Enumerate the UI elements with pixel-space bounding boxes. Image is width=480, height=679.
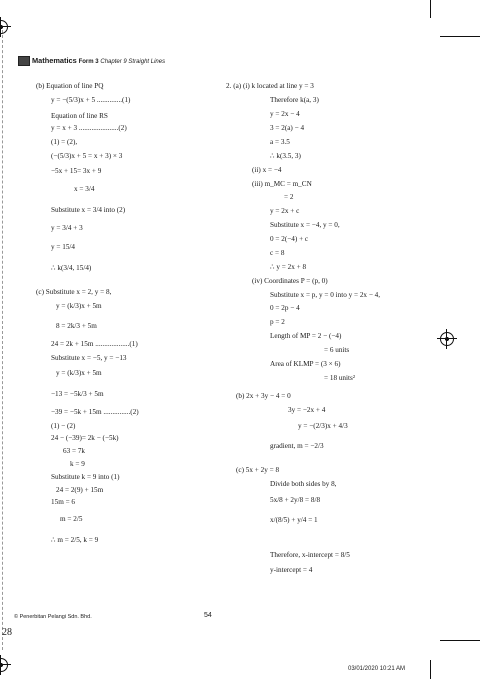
- solution-line: Therefore, x-intercept = 8/5: [270, 551, 350, 559]
- solution-line: = 2: [284, 193, 294, 201]
- solution-line: 3y = −2x + 4: [288, 406, 326, 414]
- print-timestamp: 03/01/2020 10:21 AM: [348, 666, 406, 672]
- solution-line: Substitute x = p, y = 0 into y = 2x − 4,: [270, 291, 381, 299]
- solution-line: (b) 2x + 3y − 4 = 0: [236, 392, 291, 400]
- solution-line: Length of MP = 2 − (−4): [270, 332, 342, 340]
- solution-line: a = 3.5: [270, 138, 290, 146]
- solution-line: Substitute x = 3/4 into (2): [51, 206, 126, 214]
- registration-mark-icon: [0, 20, 8, 34]
- solution-line: 24 = 2(9) + 15m: [56, 486, 104, 494]
- solution-line: gradient, m = −2/3: [270, 442, 324, 450]
- binding-margin-line: [2, 30, 3, 650]
- crop-mark: [440, 36, 480, 37]
- crop-mark: [430, 660, 431, 679]
- solution-line: ∴ k(3.5, 3): [270, 152, 301, 160]
- solution-line: Therefore k(a, 3): [270, 96, 319, 104]
- header-form: Form 3: [78, 59, 99, 65]
- solution-line: y = −(2/3)x + 4/3: [298, 422, 348, 430]
- solution-line: 0 = 2(−4) + c: [270, 235, 309, 243]
- solution-line: Equation of line RS: [51, 112, 108, 120]
- solution-line: y = 2x + c: [270, 207, 300, 215]
- solution-line: 24 = 2k + 15m ...................(1): [51, 340, 138, 348]
- solution-line: x/(8/5) + y/4 = 1: [270, 516, 318, 524]
- solution-line: (−(5/3)x + 5 = x + 3) × 3: [51, 152, 123, 160]
- solution-line: −39 = −5k + 15m ...............(2): [51, 408, 139, 416]
- solution-line: y = 3/4 + 3: [51, 224, 83, 232]
- solution-line: −5x + 15= 3x + 9: [51, 167, 102, 175]
- solution-line: y = 15/4: [51, 243, 76, 251]
- solution-line: −13 = −5k/3 + 5m: [51, 390, 104, 398]
- solution-line: 5x/8 + 2y/8 = 8/8: [270, 496, 321, 504]
- solution-line: 24 − (−39)= 2k − (−5k): [51, 434, 119, 442]
- solution-line: 15m = 6: [51, 498, 76, 506]
- solution-line: 8 = 2k/3 + 5m: [56, 322, 97, 330]
- solution-line: x = 3/4: [74, 185, 95, 193]
- solution-line: (b) Equation of line PQ: [36, 82, 104, 90]
- solution-line: = 6 units: [324, 346, 350, 354]
- registration-mark-icon: [440, 332, 454, 346]
- solution-line: 0 = 2p − 4: [270, 304, 300, 312]
- solution-line: ∴ k(3/4, 15/4): [51, 264, 92, 272]
- solution-line: y = (k/3)x + 5m: [56, 369, 102, 377]
- solution-line: Area of KLMP = (3 × 6): [270, 360, 341, 368]
- solution-line: c = 8: [270, 249, 285, 257]
- solution-line: ∴ m = 2/5, k = 9: [51, 536, 99, 544]
- solution-line: k = 9: [70, 460, 85, 468]
- header-subject: Mathematics: [32, 56, 77, 65]
- solution-line: (c) 5x + 2y = 8: [236, 466, 280, 474]
- solution-line: Substitute x = −5, y = −13: [51, 354, 127, 362]
- solution-line: (c) Substitute x = 2, y = 8,: [36, 288, 112, 296]
- solution-line: 3 = 2(a) − 4: [270, 124, 305, 132]
- solution-line: 2. (a) (i) k located at line y = 3: [226, 82, 314, 90]
- header-chapter: Chapter 9 Straight Lines: [100, 59, 166, 65]
- solution-line: y = −(5/3)x + 5 ..............(1): [51, 96, 131, 104]
- page-number: 54: [204, 612, 212, 619]
- solution-line: m = 2/5: [60, 515, 83, 523]
- solution-line: 63 = 7k: [63, 447, 86, 455]
- solution-line: y = x + 3 ......................(2): [51, 124, 127, 132]
- solution-line: Divide both sides by 8,: [270, 480, 337, 488]
- solution-line: y = 2x − 4: [270, 110, 300, 118]
- crop-mark: [430, 0, 431, 18]
- copyright-text: © Penerbitan Pelangi Sdn. Bhd.: [14, 614, 92, 620]
- registration-mark-icon: [0, 658, 8, 672]
- solution-line: (ii) x = −4: [252, 166, 282, 174]
- solution-line: p = 2: [270, 318, 285, 326]
- crop-mark: [440, 640, 480, 641]
- page-header: [32, 57, 165, 65]
- solution-line: ∴ y = 2x + 8: [270, 263, 307, 271]
- solution-line: (1) − (2): [51, 422, 76, 430]
- solution-line: (iii) m_MC = m_CN: [252, 180, 312, 188]
- left-page-number: 28: [2, 627, 12, 638]
- book-icon: [18, 56, 30, 66]
- solution-line: (1) = (2),: [51, 138, 78, 146]
- solution-line: Substitute x = −4, y = 0,: [270, 221, 340, 229]
- solution-line: Substitute k = 9 into (1): [51, 473, 120, 481]
- solution-line: y = (k/3)x + 5m: [56, 302, 102, 310]
- solution-line: y-intercept = 4: [270, 566, 313, 574]
- solution-line: (iv) Coordinates P = (p, 0): [252, 277, 328, 285]
- solution-line: = 18 units²: [324, 374, 355, 382]
